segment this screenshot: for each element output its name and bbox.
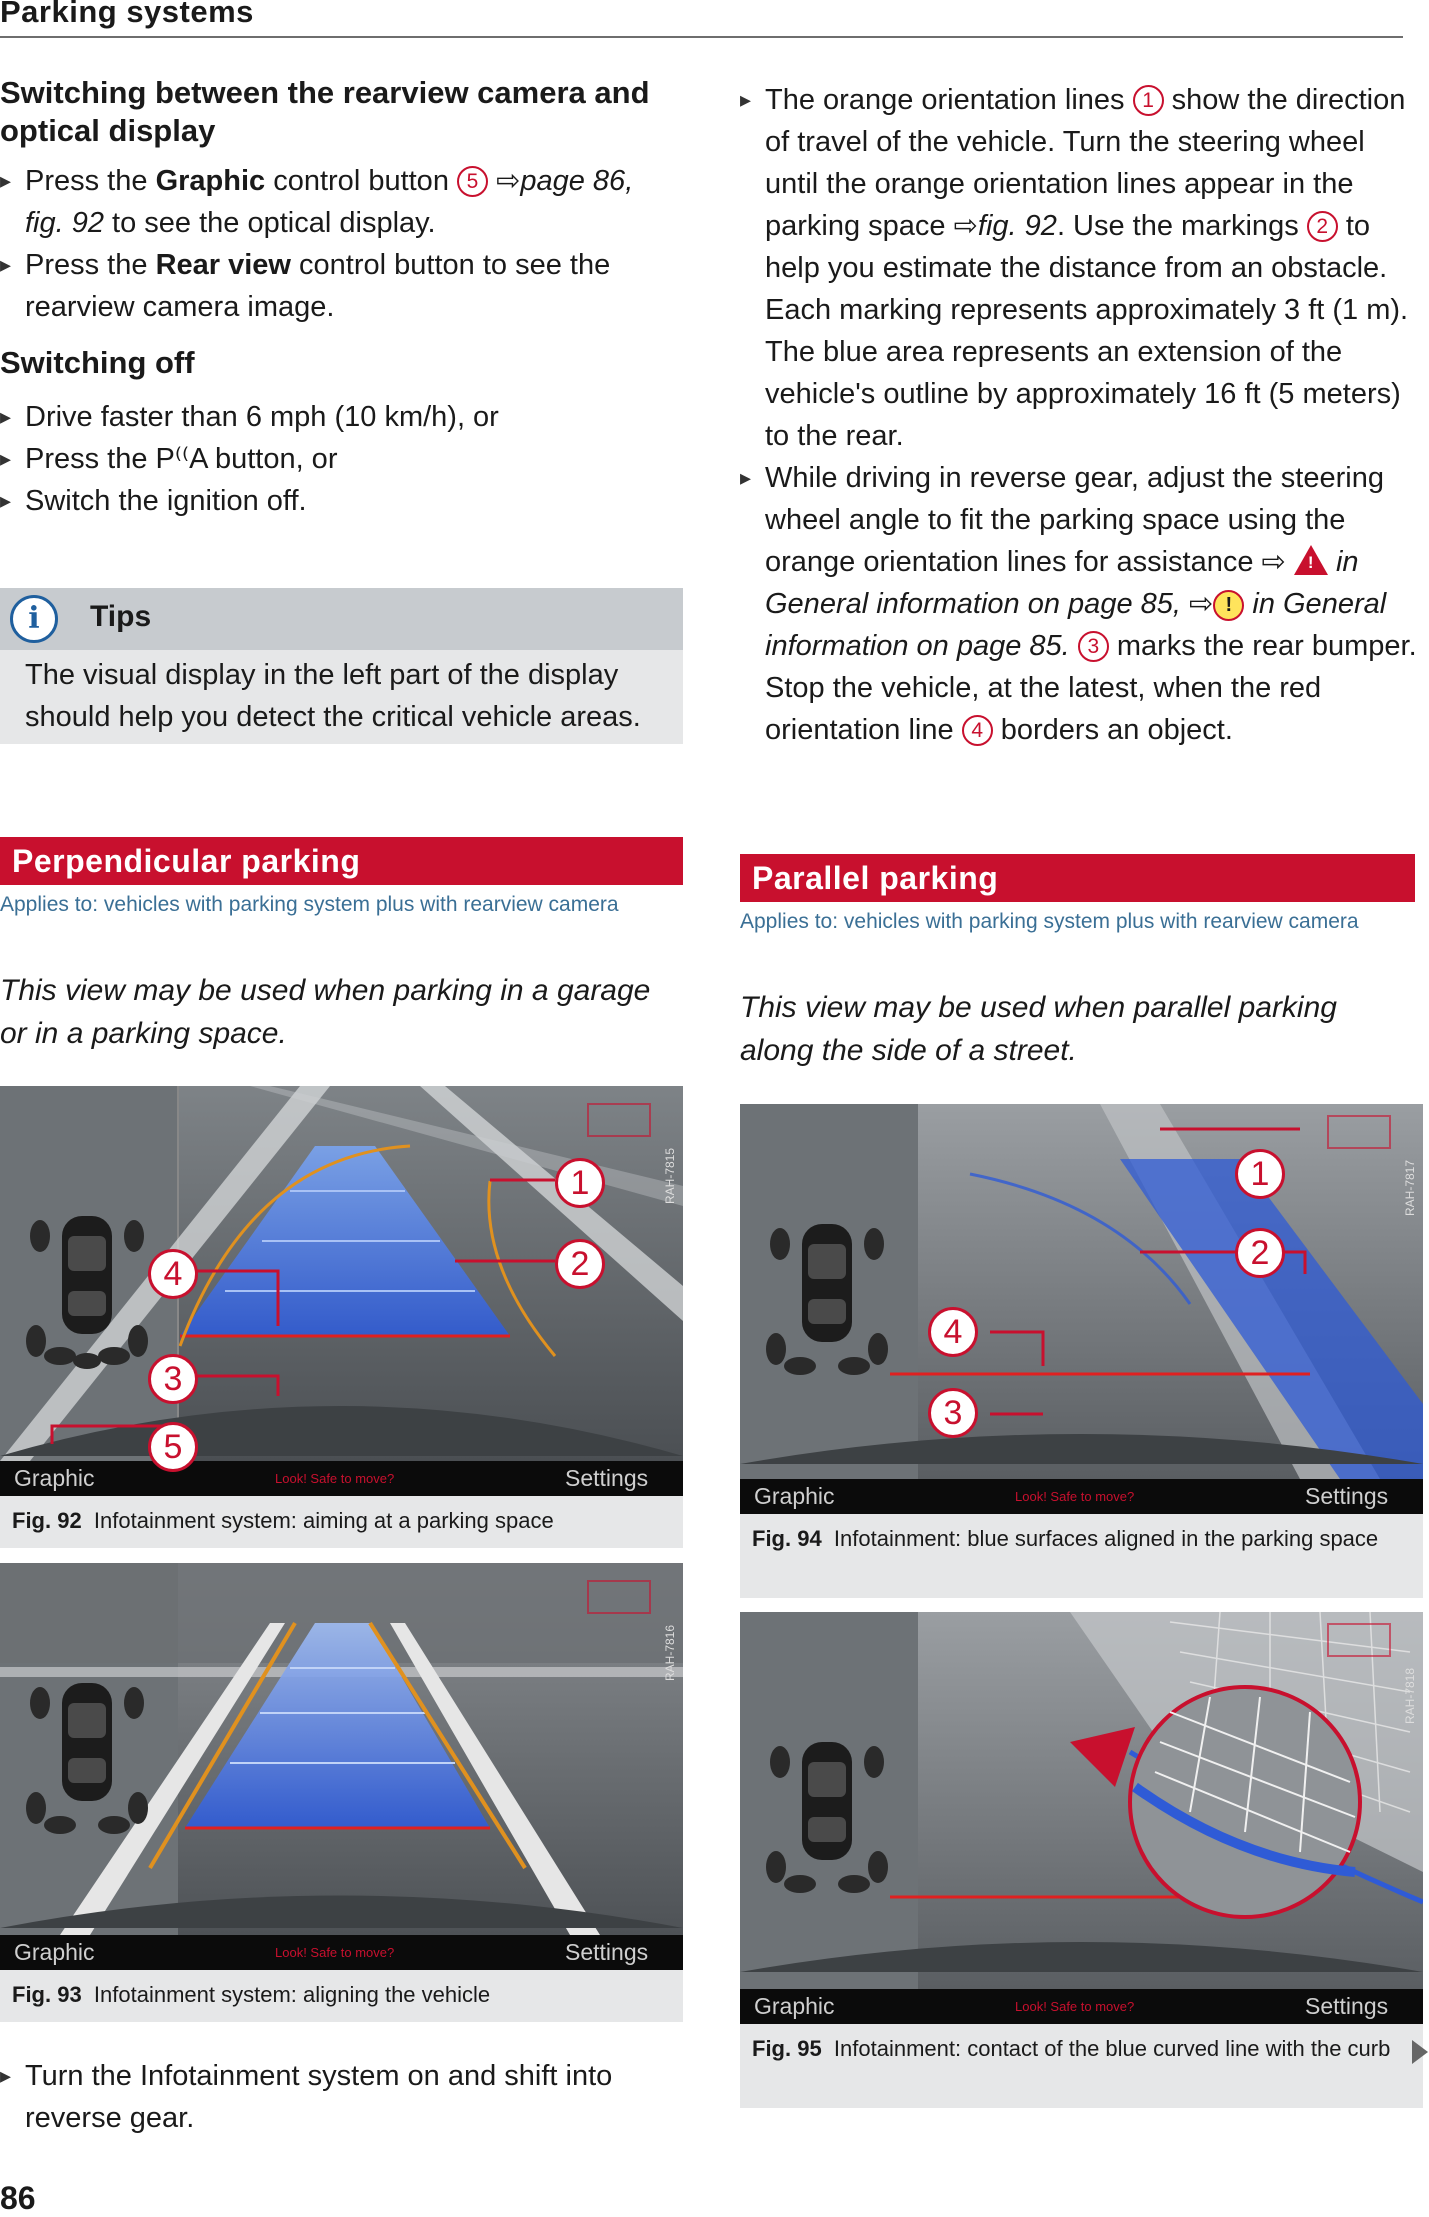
general-info-link-1[interactable]: in General information on page 85, bbox=[765, 546, 1359, 620]
callout-ref-3: 3 bbox=[1078, 631, 1109, 662]
fig94-label: Fig. 94 bbox=[752, 1526, 822, 1551]
tips-header bbox=[0, 588, 683, 650]
warning-text: Look! Safe to move? bbox=[275, 1471, 395, 1486]
graphic-button[interactable]: Graphic bbox=[14, 1465, 95, 1491]
callout-ref-1: 1 bbox=[1133, 85, 1164, 116]
rah-code: RAH-7818 bbox=[1403, 1667, 1417, 1724]
fig94-caption bbox=[740, 1514, 1423, 1598]
graphic-button[interactable]: Graphic bbox=[754, 1993, 835, 2019]
rah-code: RAH-7815 bbox=[663, 1147, 677, 1204]
figure-95 bbox=[740, 1612, 1423, 2024]
graphic-bold: Graphic bbox=[155, 165, 266, 197]
graphic-button[interactable]: Graphic bbox=[14, 1939, 95, 1965]
fig94-screen bbox=[740, 1104, 1423, 1514]
rah-code: RAH-7816 bbox=[663, 1624, 677, 1681]
fig95-screen bbox=[740, 1612, 1423, 2024]
page-header-title: Parking systems bbox=[0, 0, 254, 29]
notice-icon: ! bbox=[1213, 590, 1244, 621]
fig92-ref-link[interactable]: ⇨fig. 92 bbox=[953, 210, 1057, 242]
graphic-button[interactable]: Graphic bbox=[754, 1483, 835, 1509]
rah-code: RAH-7817 bbox=[1403, 1159, 1417, 1216]
fig92-caption bbox=[0, 1496, 683, 1548]
callout-1: 1 bbox=[1235, 1149, 1285, 1199]
fig95-caption-text: Infotainment: contact of the blue curved line with the curb bbox=[833, 2036, 1391, 2061]
tips-box bbox=[0, 588, 683, 744]
warning-text: Look! Safe to move? bbox=[275, 1945, 395, 1960]
callout-2: 2 bbox=[1235, 1228, 1285, 1278]
bullet-turn-on: ▸ Turn the Infotainment system on and shift into reverse gear. bbox=[0, 2055, 680, 2139]
figure-94 bbox=[740, 1104, 1423, 1514]
settings-button[interactable]: Settings bbox=[1305, 1483, 1389, 1509]
settings-button[interactable]: Settings bbox=[1305, 1993, 1389, 2019]
section-title-switching: Switching between the rearview camera and optical display bbox=[0, 75, 650, 148]
info-icon: i bbox=[10, 595, 58, 643]
general-info-link-2[interactable]: in General information on page 85. bbox=[765, 588, 1387, 662]
bullet-graphic: ▸ Press the Graphic control button 5 ⇨page 86, fig. 92 to see the optical display. bbox=[0, 160, 670, 244]
final-bullet bbox=[0, 2055, 680, 2139]
callout-3: 3 bbox=[148, 1354, 198, 1404]
left-column bbox=[0, 74, 670, 522]
fig94-caption-text: Infotainment: blue surfaces aligned in the parking space bbox=[833, 1526, 1379, 1551]
perpendicular-parking-title: Perpendicular parking bbox=[0, 837, 683, 885]
tips-body bbox=[0, 650, 683, 744]
fig95-label: Fig. 95 bbox=[752, 2036, 822, 2061]
right-column bbox=[740, 79, 1420, 751]
warning-text: Look! Safe to move? bbox=[1015, 1999, 1135, 2014]
callout-3: 3 bbox=[928, 1388, 978, 1438]
perp-intro: This view may be used when parking in a garage or in a parking space. bbox=[0, 974, 651, 1050]
fig92-label: Fig. 92 bbox=[12, 1508, 82, 1533]
perp-applies: Applies to: vehicles with parking system plus with rearview camera bbox=[0, 893, 619, 916]
settings-button[interactable]: Settings bbox=[565, 1465, 649, 1491]
callout-2: 2 bbox=[555, 1239, 605, 1289]
tips-title: Tips bbox=[90, 600, 152, 633]
fig95-caption bbox=[740, 2024, 1423, 2108]
fig93-label: Fig. 93 bbox=[12, 1982, 82, 2007]
header-rule bbox=[0, 36, 1403, 38]
warning-triangle-icon bbox=[1294, 545, 1328, 575]
fig92-screen bbox=[0, 1086, 683, 1496]
settings-button[interactable]: Settings bbox=[565, 1939, 649, 1965]
fig-ref-link[interactable]: ⇨page 86, fig. 92 bbox=[25, 165, 634, 239]
warning-text: Look! Safe to move? bbox=[1015, 1489, 1135, 1504]
par-intro: This view may be used when parallel parking along the side of a street. bbox=[740, 991, 1337, 1067]
bullet-orange-lines: ▸ The orange orientation lines 1 show the direction of travel of the vehicle. Turn the steering wheel until the orange orientation lines appear in the parking space ⇨fig. 92. Use the markings 2 to help you estimate the distance from an obstacle. Each marking represents approximately 3 ft (1 m). The blue area represents an extension of the vehicle's outline by approximately 16 ft (5 meters) to the rear. bbox=[740, 79, 1420, 457]
fig93-screen bbox=[0, 1563, 683, 1970]
off-item: ▸ Switch the ignition off. bbox=[0, 480, 670, 522]
par-applies: Applies to: vehicles with parking system plus with rearview camera bbox=[740, 910, 1359, 933]
bullet-rearview: ▸ Press the Rear view control button to see the rearview camera image. bbox=[0, 244, 670, 328]
continue-arrow-icon bbox=[1412, 2040, 1428, 2064]
parallel-parking-title: Parallel parking bbox=[740, 854, 1415, 902]
callout-4: 4 bbox=[928, 1307, 978, 1357]
callout-ref-5: 5 bbox=[457, 166, 488, 197]
page-number: 86 bbox=[0, 2180, 36, 2216]
fig93-caption-text: Infotainment system: aligning the vehicle bbox=[93, 1982, 491, 2007]
callout-ref-4: 4 bbox=[962, 715, 993, 746]
fig93-caption bbox=[0, 1970, 683, 2022]
figure-93 bbox=[0, 1563, 683, 1970]
section-title-off: Switching off bbox=[0, 345, 195, 380]
off-item: ▸ Press the P⁽⁽A button, or bbox=[0, 438, 670, 480]
rearview-bold: Rear view bbox=[155, 249, 291, 281]
figure-92 bbox=[0, 1086, 683, 1496]
fig92-caption-text: Infotainment system: aiming at a parking space bbox=[93, 1508, 554, 1533]
callout-4: 4 bbox=[148, 1249, 198, 1299]
bullet-reverse-gear: ▸ While driving in reverse gear, adjust the steering wheel angle to fit the parking space using the orange orientation lines for assistance ⇨ ! in General information on page 85, ⇨ ! in General information on page 85. 3 marks the rear bumper. Stop the vehicle, at the latest, when the red orientation line 4 borders an object. bbox=[740, 457, 1420, 751]
callout-5: 5 bbox=[148, 1422, 198, 1472]
tips-text: The visual display in the left part of the display should help you detect the critical vehicle areas. bbox=[25, 659, 641, 733]
off-item: ▸ Drive faster than 6 mph (10 km/h), or bbox=[0, 396, 670, 438]
callout-1: 1 bbox=[555, 1158, 605, 1208]
callout-ref-2: 2 bbox=[1307, 211, 1338, 242]
